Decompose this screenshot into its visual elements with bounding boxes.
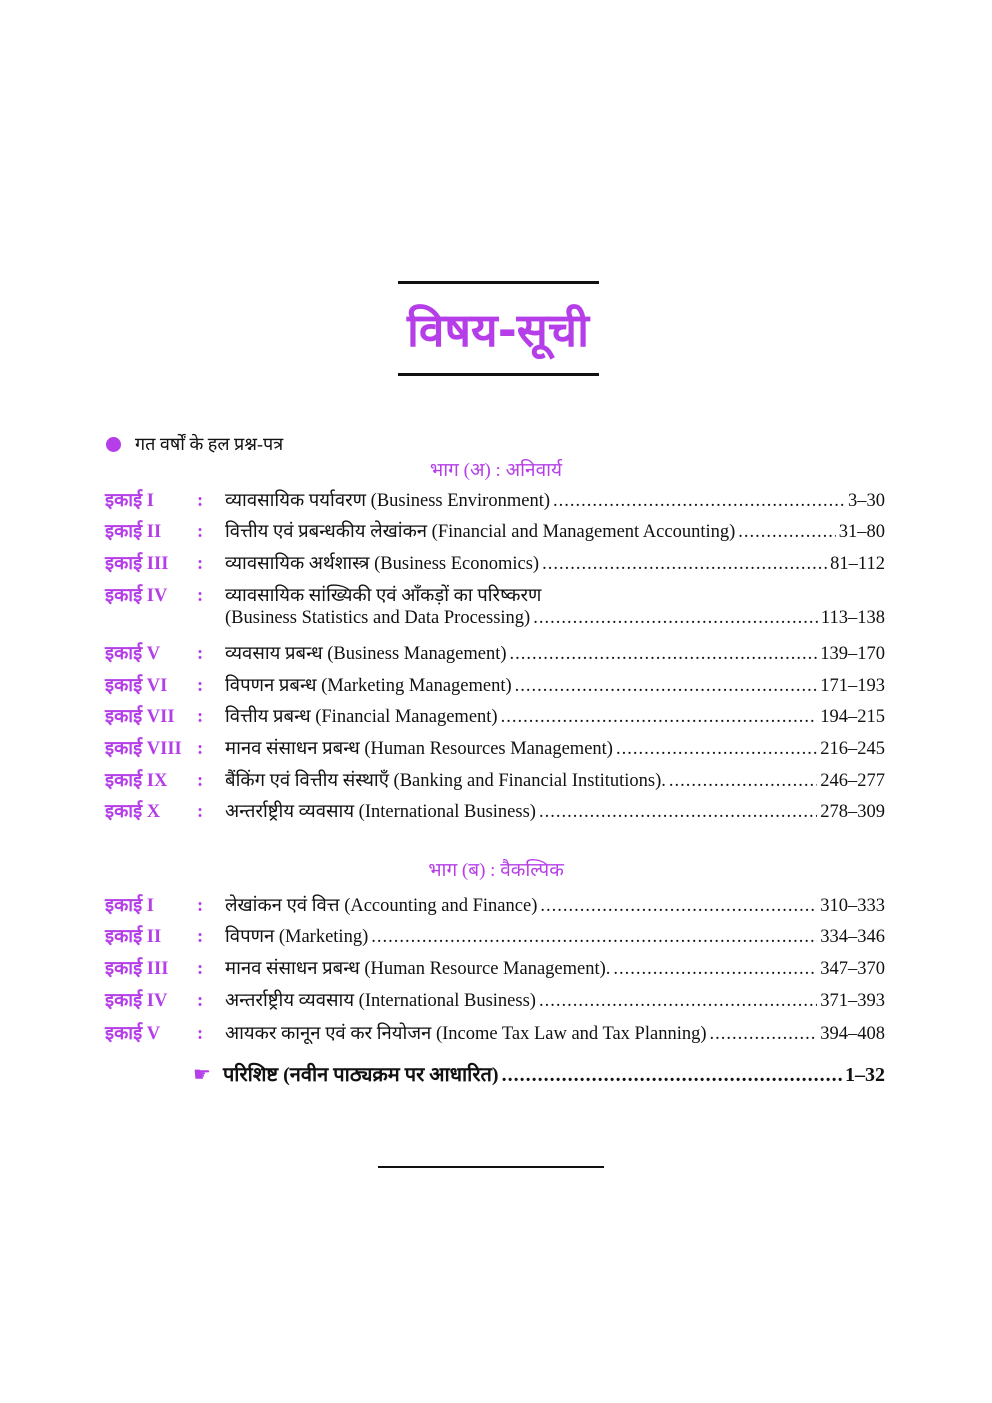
unit-label: इकाई VI	[105, 676, 168, 696]
page-title: विषय-सूची	[406, 303, 590, 357]
intro-item	[106, 432, 283, 456]
unit-label: इकाई III	[105, 554, 169, 574]
unit-label: इकाई VII	[105, 707, 175, 727]
appendix-text: परिशिष्ट (नवीन पाठ्यक्रम पर आधारित)	[222, 1064, 499, 1086]
entry-title: विपणन (Marketing)	[225, 927, 369, 947]
entry-pages: 113–138	[820, 608, 885, 628]
appendix-entry[interactable]	[193, 1060, 885, 1087]
bottom-rule	[378, 1166, 604, 1168]
colon: :	[197, 676, 204, 696]
title-rule-top	[398, 281, 599, 284]
unit-label: इकाई III	[105, 959, 169, 979]
dot-leader	[613, 959, 817, 980]
colon: :	[197, 771, 204, 791]
toc-entry[interactable]	[105, 518, 885, 543]
entry-pages: 347–370	[820, 959, 885, 979]
colon: :	[197, 991, 204, 1011]
entry-pages: 171–193	[820, 676, 885, 696]
toc-entry[interactable]	[105, 892, 885, 917]
entry-title: वित्तीय प्रबन्ध (Financial Management)	[225, 707, 498, 727]
entry-title: व्यवसाय प्रबन्ध (Business Management)	[225, 644, 507, 664]
dot-leader	[710, 1024, 818, 1045]
unit-label: इकाई IV	[105, 991, 168, 1011]
entry-title: विपणन प्रबन्ध (Marketing Management)	[225, 676, 512, 696]
colon: :	[197, 522, 204, 542]
colon: :	[197, 802, 204, 822]
entry-title: अन्तर्राष्ट्रीय व्यवसाय (International Business)	[225, 991, 536, 1011]
dot-leader	[616, 739, 817, 760]
entry-title: अन्तर्राष्ट्रीय व्यवसाय (International Business)	[225, 802, 536, 822]
entry-pages: 371–393	[820, 991, 885, 1011]
dot-leader	[553, 491, 845, 512]
colon: :	[197, 1024, 204, 1044]
toc-entry[interactable]	[105, 987, 885, 1012]
toc-entry[interactable]	[105, 672, 885, 697]
dot-leader	[515, 676, 818, 697]
entry-pages: 81–112	[830, 554, 885, 574]
colon: :	[197, 896, 204, 916]
unit-label: इकाई V	[105, 1024, 161, 1044]
colon: :	[197, 739, 204, 759]
dot-leader	[539, 802, 817, 823]
entry-pages: 310–333	[820, 896, 885, 916]
dot-leader	[669, 771, 817, 792]
entry-title: (Business Statistics and Data Processing)	[225, 608, 531, 628]
entry-pages: 216–245	[820, 739, 885, 759]
toc-entry[interactable]	[105, 923, 885, 948]
entry-title: व्यावसायिक पर्यावरण (Business Environment)	[225, 491, 550, 511]
entry-title: व्यावसायिक अर्थशास्त्र (Business Economics)	[225, 554, 540, 574]
entry-title-line1: व्यावसायिक सांख्यिकी एवं आँकड़ों का परिष्करण	[225, 586, 542, 606]
entry-title: लेखांकन एवं वित्त (Accounting and Finance)	[225, 896, 538, 916]
part-b-heading: भाग (ब) : वैकल्पिक	[428, 860, 564, 881]
unit-label: इकाई IV	[105, 586, 168, 606]
toc-entry[interactable]	[105, 703, 885, 728]
part-a-heading: भाग (अ) : अनिवार्य	[429, 460, 563, 481]
unit-label: इकाई II	[105, 522, 162, 542]
unit-label: इकाई VIII	[105, 739, 182, 759]
toc-entry[interactable]	[105, 767, 885, 792]
entry-pages: 278–309	[820, 802, 885, 822]
pointing-hand-icon: ☛	[193, 1064, 211, 1086]
entry-pages: 334–346	[820, 927, 885, 947]
unit-label: इकाई V	[105, 644, 161, 664]
appendix-pages: 1–32	[845, 1064, 885, 1086]
toc-entry[interactable]	[105, 1020, 885, 1045]
dot-leader	[501, 707, 818, 728]
colon: :	[197, 927, 204, 947]
bullet-icon	[106, 437, 121, 452]
dot-leader	[540, 896, 817, 917]
entry-title: बैंकिंग एवं वित्तीय संस्थाएँ (Banking and Financial Institutions).	[225, 771, 666, 791]
toc-entry-heading	[105, 582, 885, 607]
toc-entry[interactable]	[105, 550, 885, 575]
toc-entry[interactable]	[105, 735, 885, 760]
entry-pages: 246–277	[820, 771, 885, 791]
title-rule-bottom	[398, 373, 599, 376]
dot-leader	[738, 522, 835, 543]
entry-pages: 394–408	[820, 1024, 885, 1044]
toc-entry[interactable]	[105, 955, 885, 980]
dot-leader	[539, 991, 817, 1012]
entry-title: मानव संसाधन प्रबन्ध (Human Resources Management)	[225, 739, 613, 759]
unit-label: इकाई I	[105, 491, 154, 511]
toc-entry[interactable]	[105, 798, 885, 823]
dot-leader	[502, 1064, 842, 1087]
dot-leader	[533, 608, 818, 629]
entry-pages: 194–215	[820, 707, 885, 727]
unit-label: इकाई II	[105, 927, 162, 947]
colon: :	[197, 586, 204, 606]
dot-leader	[542, 554, 827, 575]
toc-entry[interactable]	[105, 640, 885, 665]
entry-pages: 139–170	[820, 644, 885, 664]
entry-pages: 31–80	[838, 522, 885, 542]
entry-title: आयकर कानून एवं कर नियोजन (Income Tax Law and Tax Planning)	[225, 1024, 707, 1044]
unit-label: इकाई X	[105, 802, 161, 822]
toc-entry[interactable]	[105, 487, 885, 512]
unit-label: इकाई I	[105, 896, 154, 916]
colon: :	[197, 491, 204, 511]
colon: :	[197, 644, 204, 664]
dot-leader	[510, 644, 818, 665]
toc-entry[interactable]	[225, 608, 885, 629]
entry-title: वित्तीय एवं प्रबन्धकीय लेखांकन (Financial and Management Accounting)	[225, 522, 736, 542]
entry-pages: 3–30	[848, 491, 885, 511]
colon: :	[197, 554, 204, 574]
dot-leader	[371, 927, 817, 948]
entry-title: मानव संसाधन प्रबन्ध (Human Resource Management).	[225, 959, 611, 979]
unit-label: इकाई IX	[105, 771, 168, 791]
intro-text: गत वर्षों के हल प्रश्न-पत्र	[135, 434, 284, 454]
colon: :	[197, 707, 204, 727]
colon: :	[197, 959, 204, 979]
